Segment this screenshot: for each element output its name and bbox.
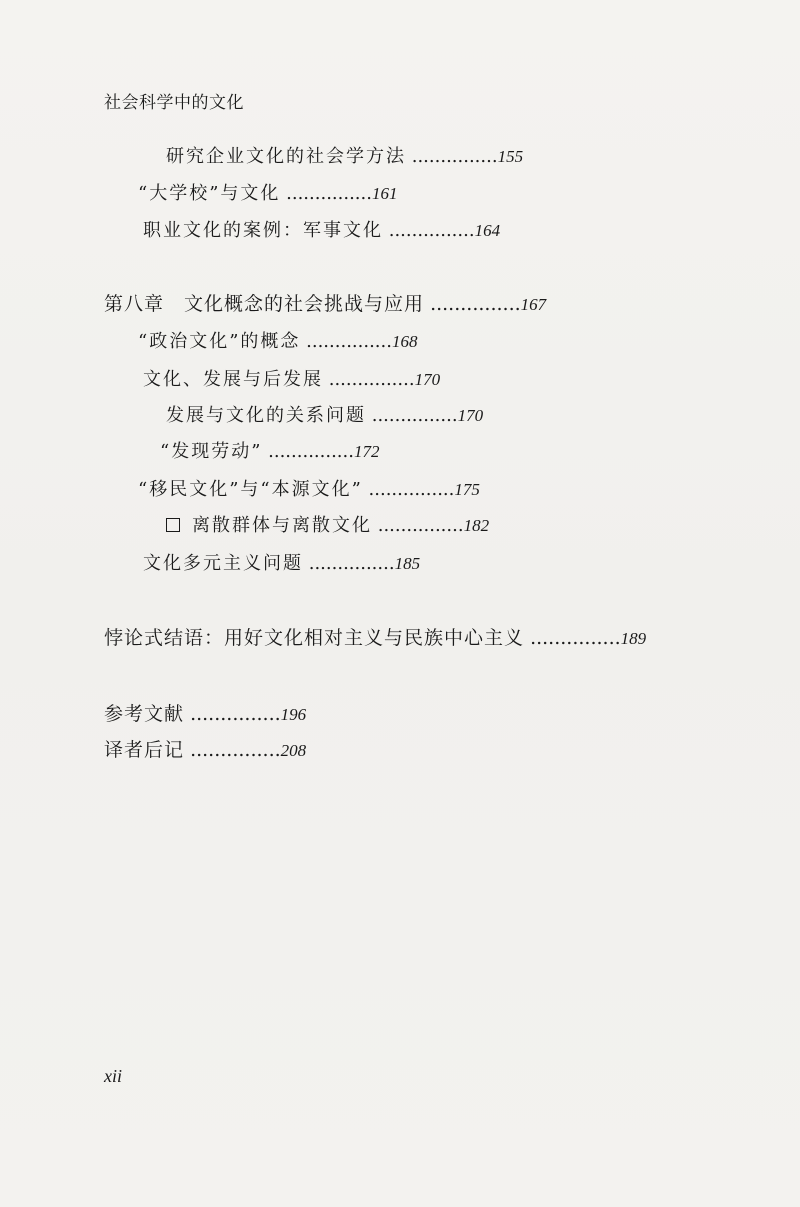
toc-page-number: 167 — [520, 295, 547, 314]
toc-chapter-entry[interactable] — [104, 292, 546, 317]
toc-leader-dots: ............... — [306, 331, 392, 352]
toc-entry-title: 文化多元主义问题 — [143, 553, 303, 574]
toc-leader-dots: ............... — [430, 293, 521, 315]
toc-leader-dots: ............... — [268, 441, 354, 462]
toc-entry[interactable] — [138, 182, 397, 206]
toc-leader-dots: ............... — [368, 479, 455, 500]
toc-leader-dots: ............... — [190, 739, 281, 761]
toc-entry-title: 发展与文化的关系问题 — [166, 405, 366, 426]
toc-entry-title: “移民文化”与“本源文化” — [138, 479, 363, 500]
toc-entry-title: 离散群体与离散文化 — [192, 515, 372, 536]
toc-page-number: 189 — [620, 629, 647, 648]
toc-leader-dots: ............... — [377, 515, 464, 536]
toc-entry[interactable] — [143, 219, 500, 243]
toc-bibliography-entry[interactable] — [104, 702, 306, 727]
toc-page-number: 182 — [463, 516, 490, 535]
toc-page-number: 155 — [497, 147, 524, 166]
toc-leader-dots: ............... — [411, 146, 498, 167]
toc-leader-dots: ............... — [530, 627, 621, 649]
toc-page-number: 185 — [394, 554, 421, 573]
checkbox-square-icon — [166, 518, 180, 532]
toc-page-number: 170 — [414, 370, 441, 389]
toc-entry-title: “政治文化”的概念 — [138, 331, 301, 352]
toc-entry[interactable] — [166, 514, 489, 538]
toc-entry-title: 悖论式结语：用好文化相对主义与民族中心主义 — [104, 627, 525, 649]
toc-entry-title: 译者后记 — [104, 739, 185, 761]
toc-entry-title: “大学校”与文化 — [138, 183, 281, 204]
toc-entry[interactable] — [138, 330, 417, 354]
toc-conclusion-entry[interactable] — [104, 626, 646, 651]
toc-afterword-entry[interactable] — [104, 738, 306, 763]
running-head: 社会科学中的文化 — [104, 93, 244, 113]
toc-page-number: 196 — [280, 705, 307, 724]
toc-page-number: 175 — [454, 480, 480, 499]
toc-page-number: 168 — [391, 332, 418, 351]
toc-entry[interactable] — [166, 404, 483, 428]
toc-entry-title: “发现劳动” — [160, 441, 263, 462]
toc-entry-title: 第八章 文化概念的社会挑战与应用 — [104, 293, 425, 315]
toc-leader-dots: ............... — [371, 405, 458, 426]
toc-entry-title: 文化、发展与后发展 — [143, 369, 323, 390]
toc-leader-dots: ............... — [308, 553, 395, 574]
toc-page-number: 208 — [280, 741, 307, 760]
toc-leader-dots: ............... — [388, 220, 475, 241]
toc-entry[interactable] — [138, 478, 480, 502]
toc-entry[interactable] — [143, 368, 440, 392]
toc-page-number: 172 — [353, 442, 380, 461]
toc-entry-title: 职业文化的案例：军事文化 — [143, 220, 383, 241]
toc-leader-dots: ............... — [286, 183, 372, 204]
page-folio: xii — [104, 1066, 122, 1086]
toc-page-number: 170 — [457, 406, 484, 425]
toc-entry-title: 研究企业文化的社会学方法 — [166, 146, 406, 167]
toc-leader-dots: ............... — [190, 703, 281, 725]
toc-entry[interactable] — [160, 440, 379, 464]
toc-entry[interactable] — [143, 552, 420, 576]
toc-leader-dots: ............... — [328, 369, 415, 390]
toc-page-number: 161 — [371, 184, 398, 203]
toc-entry[interactable] — [166, 145, 523, 169]
toc-entry-title: 参考文献 — [104, 703, 185, 725]
toc-page-number: 164 — [474, 221, 501, 240]
